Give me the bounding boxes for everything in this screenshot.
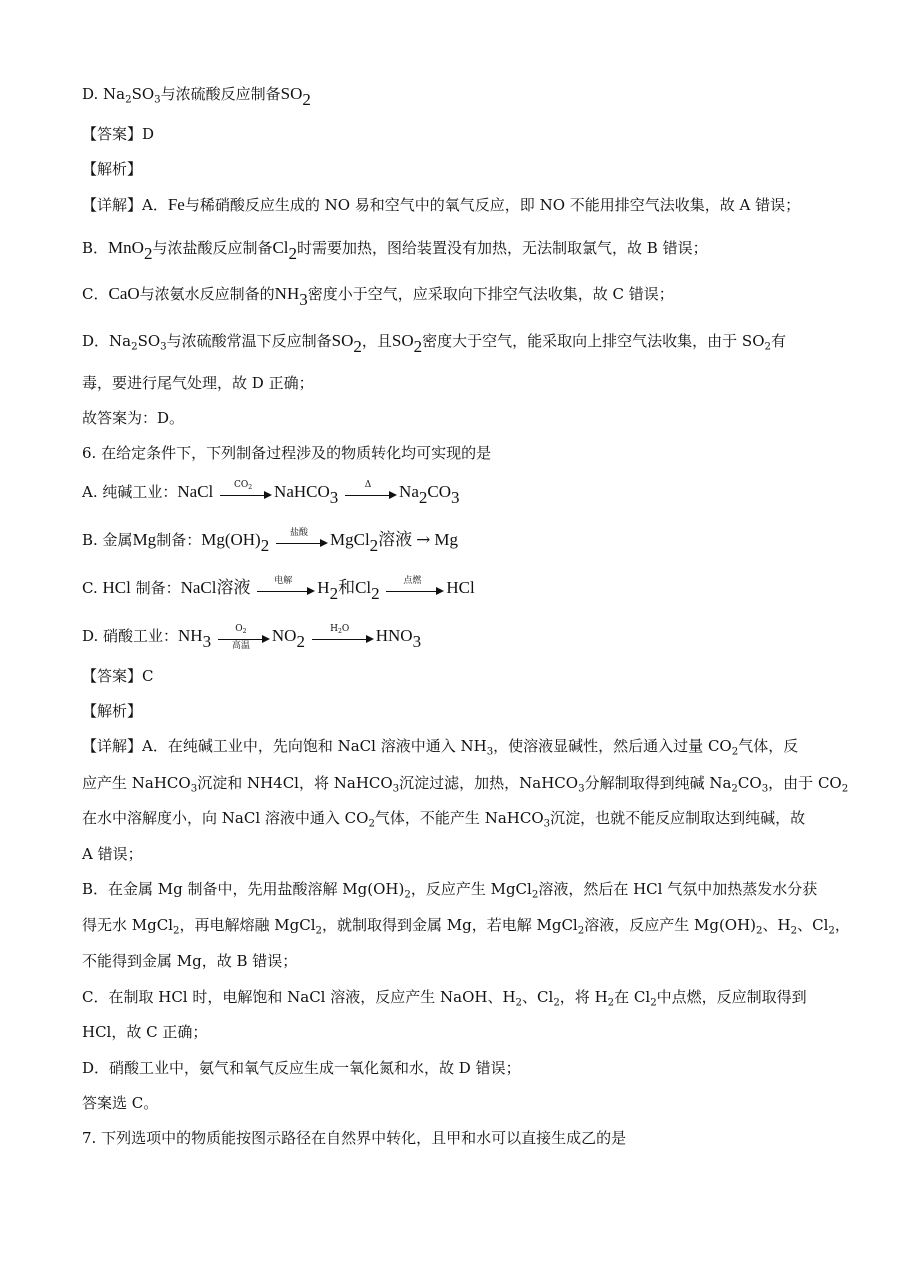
text: 在 Cl	[614, 988, 651, 1006]
q5-conclusion: 故答案为：D。	[82, 409, 185, 427]
text: B．在金属 Mg 制备中，先用盐酸溶解 Mg(OH)	[82, 880, 405, 898]
sub: 2	[143, 243, 153, 263]
sub: 2	[302, 89, 311, 109]
and-text: 和	[338, 578, 356, 598]
text: 分解制取得到纯碱 Na	[584, 774, 732, 792]
nh3-formula: NH	[274, 284, 300, 303]
sub: 3	[329, 487, 339, 507]
sub: 3	[486, 746, 494, 758]
q5-d-prefix: D. Na	[82, 85, 126, 103]
text: 沉淀过滤，加热，NaHCO	[399, 774, 579, 792]
q5-detail-a	[82, 195, 800, 215]
text: ，将 H	[559, 988, 608, 1006]
solution-text: 溶液	[378, 530, 413, 550]
sub: 3	[578, 783, 585, 795]
q5-detail-b-prefix: B．	[82, 239, 109, 257]
sub: 2	[531, 889, 539, 901]
text: 沉淀，也就不能反应制取达到纯碱，故	[550, 809, 806, 827]
sub: 2	[577, 925, 585, 937]
q5-detail-c-text2: 密度小于空气，应采取向下排空气法收集，故 C 错误；	[307, 285, 674, 303]
hcl-product: HCl	[446, 578, 475, 597]
co2-condition: CO	[233, 480, 249, 490]
sub: 3	[190, 783, 198, 795]
text: 气体，反	[738, 737, 799, 755]
sub: 2	[650, 997, 657, 1009]
sub: 2	[296, 631, 305, 651]
reaction-arrow	[312, 626, 374, 648]
q6-detail-c2: HCl，故 C 正确；	[82, 1023, 208, 1041]
h2-formula: H	[317, 578, 330, 597]
reaction-arrow	[220, 482, 272, 504]
q6-d-label: D. 硝酸工业：	[82, 627, 179, 645]
sub: 2	[369, 535, 379, 555]
q6-detail-a3	[82, 809, 806, 830]
sub: 2	[413, 336, 423, 356]
q6-analysis-label: 【解析】	[82, 702, 143, 720]
q5-detail-a-prefix: 【详解】A．	[82, 196, 168, 214]
sub: 3	[202, 631, 212, 651]
q5-detail-d-text2: ，且	[361, 332, 392, 350]
sub: 2	[260, 535, 270, 555]
text: ，再电解熔融 MgCl	[179, 916, 316, 934]
q6-detail-b2	[82, 916, 850, 937]
text: 、Cl	[797, 916, 829, 934]
sub: 2	[731, 783, 738, 795]
sub: 2	[329, 583, 339, 603]
high-temp-condition: 高温	[231, 641, 250, 651]
nahco3-formula: NaHCO	[274, 482, 330, 501]
text: 、Cl	[522, 988, 554, 1006]
na2co3-formula: Na	[399, 482, 419, 501]
q6-c-label2: 制备：	[130, 579, 181, 597]
sub: 3	[154, 94, 161, 106]
cl2-formula: Cl	[355, 578, 372, 597]
text: ，	[834, 916, 850, 934]
ignite-condition: 点燃	[403, 576, 422, 586]
sub: 2	[841, 783, 849, 795]
reaction-arrow	[276, 530, 328, 552]
h2o-condition: H	[330, 624, 338, 634]
sub: 2	[404, 889, 411, 901]
q6-b-label2: 制备：	[156, 531, 202, 549]
sub: 2	[315, 925, 322, 937]
mgoh2-formula: Mg(OH)	[201, 530, 261, 549]
text: C．在制取 HCl 时，电解饱和 NaCl 溶液，反应产生 NaOH、H	[82, 988, 516, 1006]
so2-formula: SO	[331, 331, 354, 350]
q5-detail-d-line2: 毒，要进行尾气处理，故 D 正确；	[82, 374, 314, 392]
q5-detail-a-text: 与稀硝酸反应生成的 NO 易和空气中的氧气反应，即 NO 不能用排空气法收集，故 A 错误；	[184, 196, 801, 214]
text: ，反应产生 MgCl	[410, 880, 532, 898]
q6-detail-a1	[82, 737, 799, 758]
text: 沉淀和 NH4Cl，将 NaHCO	[197, 774, 393, 792]
so3-text: SO	[137, 332, 161, 350]
q5-d-mid: SO	[131, 85, 155, 103]
sub: 2	[371, 583, 380, 603]
sub: 2	[353, 336, 362, 356]
fe-formula: Fe	[167, 195, 185, 214]
reaction-arrow	[218, 624, 270, 651]
sub: 3	[160, 341, 167, 353]
text: ，使溶液显碱性，然后通入过量 CO	[493, 737, 732, 755]
sub: 2	[515, 997, 523, 1009]
sub: 2	[553, 997, 560, 1009]
sub: 3	[451, 487, 460, 507]
q6-detail-b3: 不能得到金属 Mg，故 B 错误；	[82, 952, 298, 970]
hno3-formula: HNO	[375, 626, 413, 645]
q5-detail-b	[82, 238, 708, 263]
sub: 2	[790, 925, 798, 937]
mno2-formula: MnO	[108, 238, 144, 257]
sub: 3	[543, 818, 551, 830]
sub: 2	[828, 925, 835, 937]
sub: 2	[173, 925, 180, 937]
sub: 3	[761, 783, 769, 795]
q6-detail-a2	[82, 774, 849, 795]
cao-formula: CaO	[108, 284, 140, 303]
text: 溶液，然后在 HCl 气氛中加热蒸发水分获	[538, 880, 818, 898]
mg-product: Mg	[434, 530, 459, 549]
q5-option-d	[82, 84, 311, 109]
sub: 3	[412, 631, 422, 651]
text: 【详解】A．在纯碱工业中，先向饱和 NaCl 溶液中通入 NH	[82, 737, 487, 755]
text: ，就制取得到金属 Mg，若电解 MgCl	[322, 916, 578, 934]
sub: 3	[299, 289, 308, 309]
q5-detail-d-text1: 与浓硫酸常温下反应制备	[166, 332, 332, 350]
electrolysis-condition: 电解	[274, 576, 293, 586]
text: 、H	[762, 916, 791, 934]
sub: 2	[131, 341, 138, 353]
sub: 2	[731, 746, 739, 758]
text: 气体，不能产生 NaHCO	[374, 809, 544, 827]
sub: 2	[764, 341, 771, 353]
sub: 2	[756, 925, 763, 937]
no2-formula: NO	[271, 626, 297, 645]
sub: 2	[125, 94, 132, 106]
q6-detail-c1	[82, 988, 807, 1009]
q5-detail-b-text2: 时需要加热，图给装置没有加热，无法制取氯气，故 B 错误；	[297, 239, 708, 257]
text: 中点燃，反应制取得到	[656, 988, 807, 1006]
text: 在水中溶解度小，向 NaCl 溶液中通入 CO	[82, 809, 369, 827]
text: CO	[737, 774, 762, 792]
q6-option-c	[82, 576, 475, 603]
sub: 2	[368, 818, 375, 830]
q7-stem: 7. 下列选项中的物质能按图示路径在自然界中转化，且甲和水可以直接生成乙的是	[82, 1129, 627, 1147]
q5-analysis-label: 【解析】	[82, 160, 143, 178]
q5-detail-d-prefix: D．Na	[82, 332, 132, 350]
sub: 3	[392, 783, 400, 795]
q6-option-a	[82, 480, 460, 507]
q6-stem: 6. 在给定条件下，下列制备过程涉及的物质转化均可实现的是	[82, 444, 492, 462]
q6-option-b	[82, 528, 459, 555]
simple-arrow: →	[416, 530, 431, 550]
nacl-solution: NaCl溶液	[180, 578, 251, 597]
q5-detail-b-text1: 与浓盐酸反应制备	[152, 239, 273, 257]
q5-detail-d	[82, 331, 786, 356]
q6-c-label: C.	[82, 579, 103, 597]
sub: 2	[242, 628, 247, 636]
mg-formula: Mg	[132, 530, 157, 549]
cl2-formula: Cl	[272, 238, 289, 257]
nh3-formula: NH	[178, 626, 203, 645]
sub: 2	[418, 487, 428, 507]
q6-b-label: B. 金属	[82, 531, 133, 549]
reaction-arrow	[257, 578, 315, 600]
heat-condition: Δ	[364, 480, 372, 490]
q5-d-product: SO	[280, 84, 303, 103]
q6-a-label: A. 纯碱工业：	[82, 483, 178, 501]
q5-detail-c-prefix: C．	[82, 285, 109, 303]
text: ，由于 CO	[768, 774, 842, 792]
q5-detail-c-text1: 与浓氨水反应制备的	[139, 285, 275, 303]
q5-detail-d-text3: 密度大于空气，能采取向上排空气法收集，由于 SO	[422, 332, 765, 350]
sub: 2	[338, 628, 342, 636]
reaction-arrow	[386, 578, 444, 600]
q6-option-d	[82, 624, 422, 651]
so2-formula: SO	[391, 331, 414, 350]
mgcl2-formula: MgCl	[329, 530, 370, 549]
h2o-condition-o: O	[341, 624, 350, 634]
sub: 2	[248, 484, 253, 492]
q6-conclusion: 答案选 C。	[82, 1094, 159, 1112]
reaction-arrow	[345, 482, 397, 504]
text: 得无水 MgCl	[82, 916, 174, 934]
nacl-formula: NaCl	[177, 482, 214, 501]
hcl-formula: HCl	[102, 578, 131, 597]
q5-detail-c	[82, 284, 674, 309]
hcl-condition: 盐酸	[289, 528, 308, 538]
q5-detail-d-text4: 有	[770, 332, 786, 350]
q6-detail-b1	[82, 880, 818, 901]
o2-condition: O	[235, 624, 243, 634]
q6-detail-a4: A 错误；	[82, 845, 143, 863]
q5-d-text: 与浓硫酸反应制备	[160, 85, 281, 103]
sub: 2	[607, 997, 615, 1009]
q6-detail-d1: D．硝酸工业中，氨气和氧气反应生成一氧化氮和水，故 D 错误；	[82, 1059, 521, 1077]
co3-part: CO	[427, 482, 451, 501]
q6-answer: 【答案】C	[82, 667, 154, 685]
sub: 2	[288, 243, 298, 263]
text: 溶液，反应产生 Mg(OH)	[584, 916, 757, 934]
text: 应产生 NaHCO	[82, 774, 191, 792]
q5-answer: 【答案】D	[82, 125, 155, 143]
